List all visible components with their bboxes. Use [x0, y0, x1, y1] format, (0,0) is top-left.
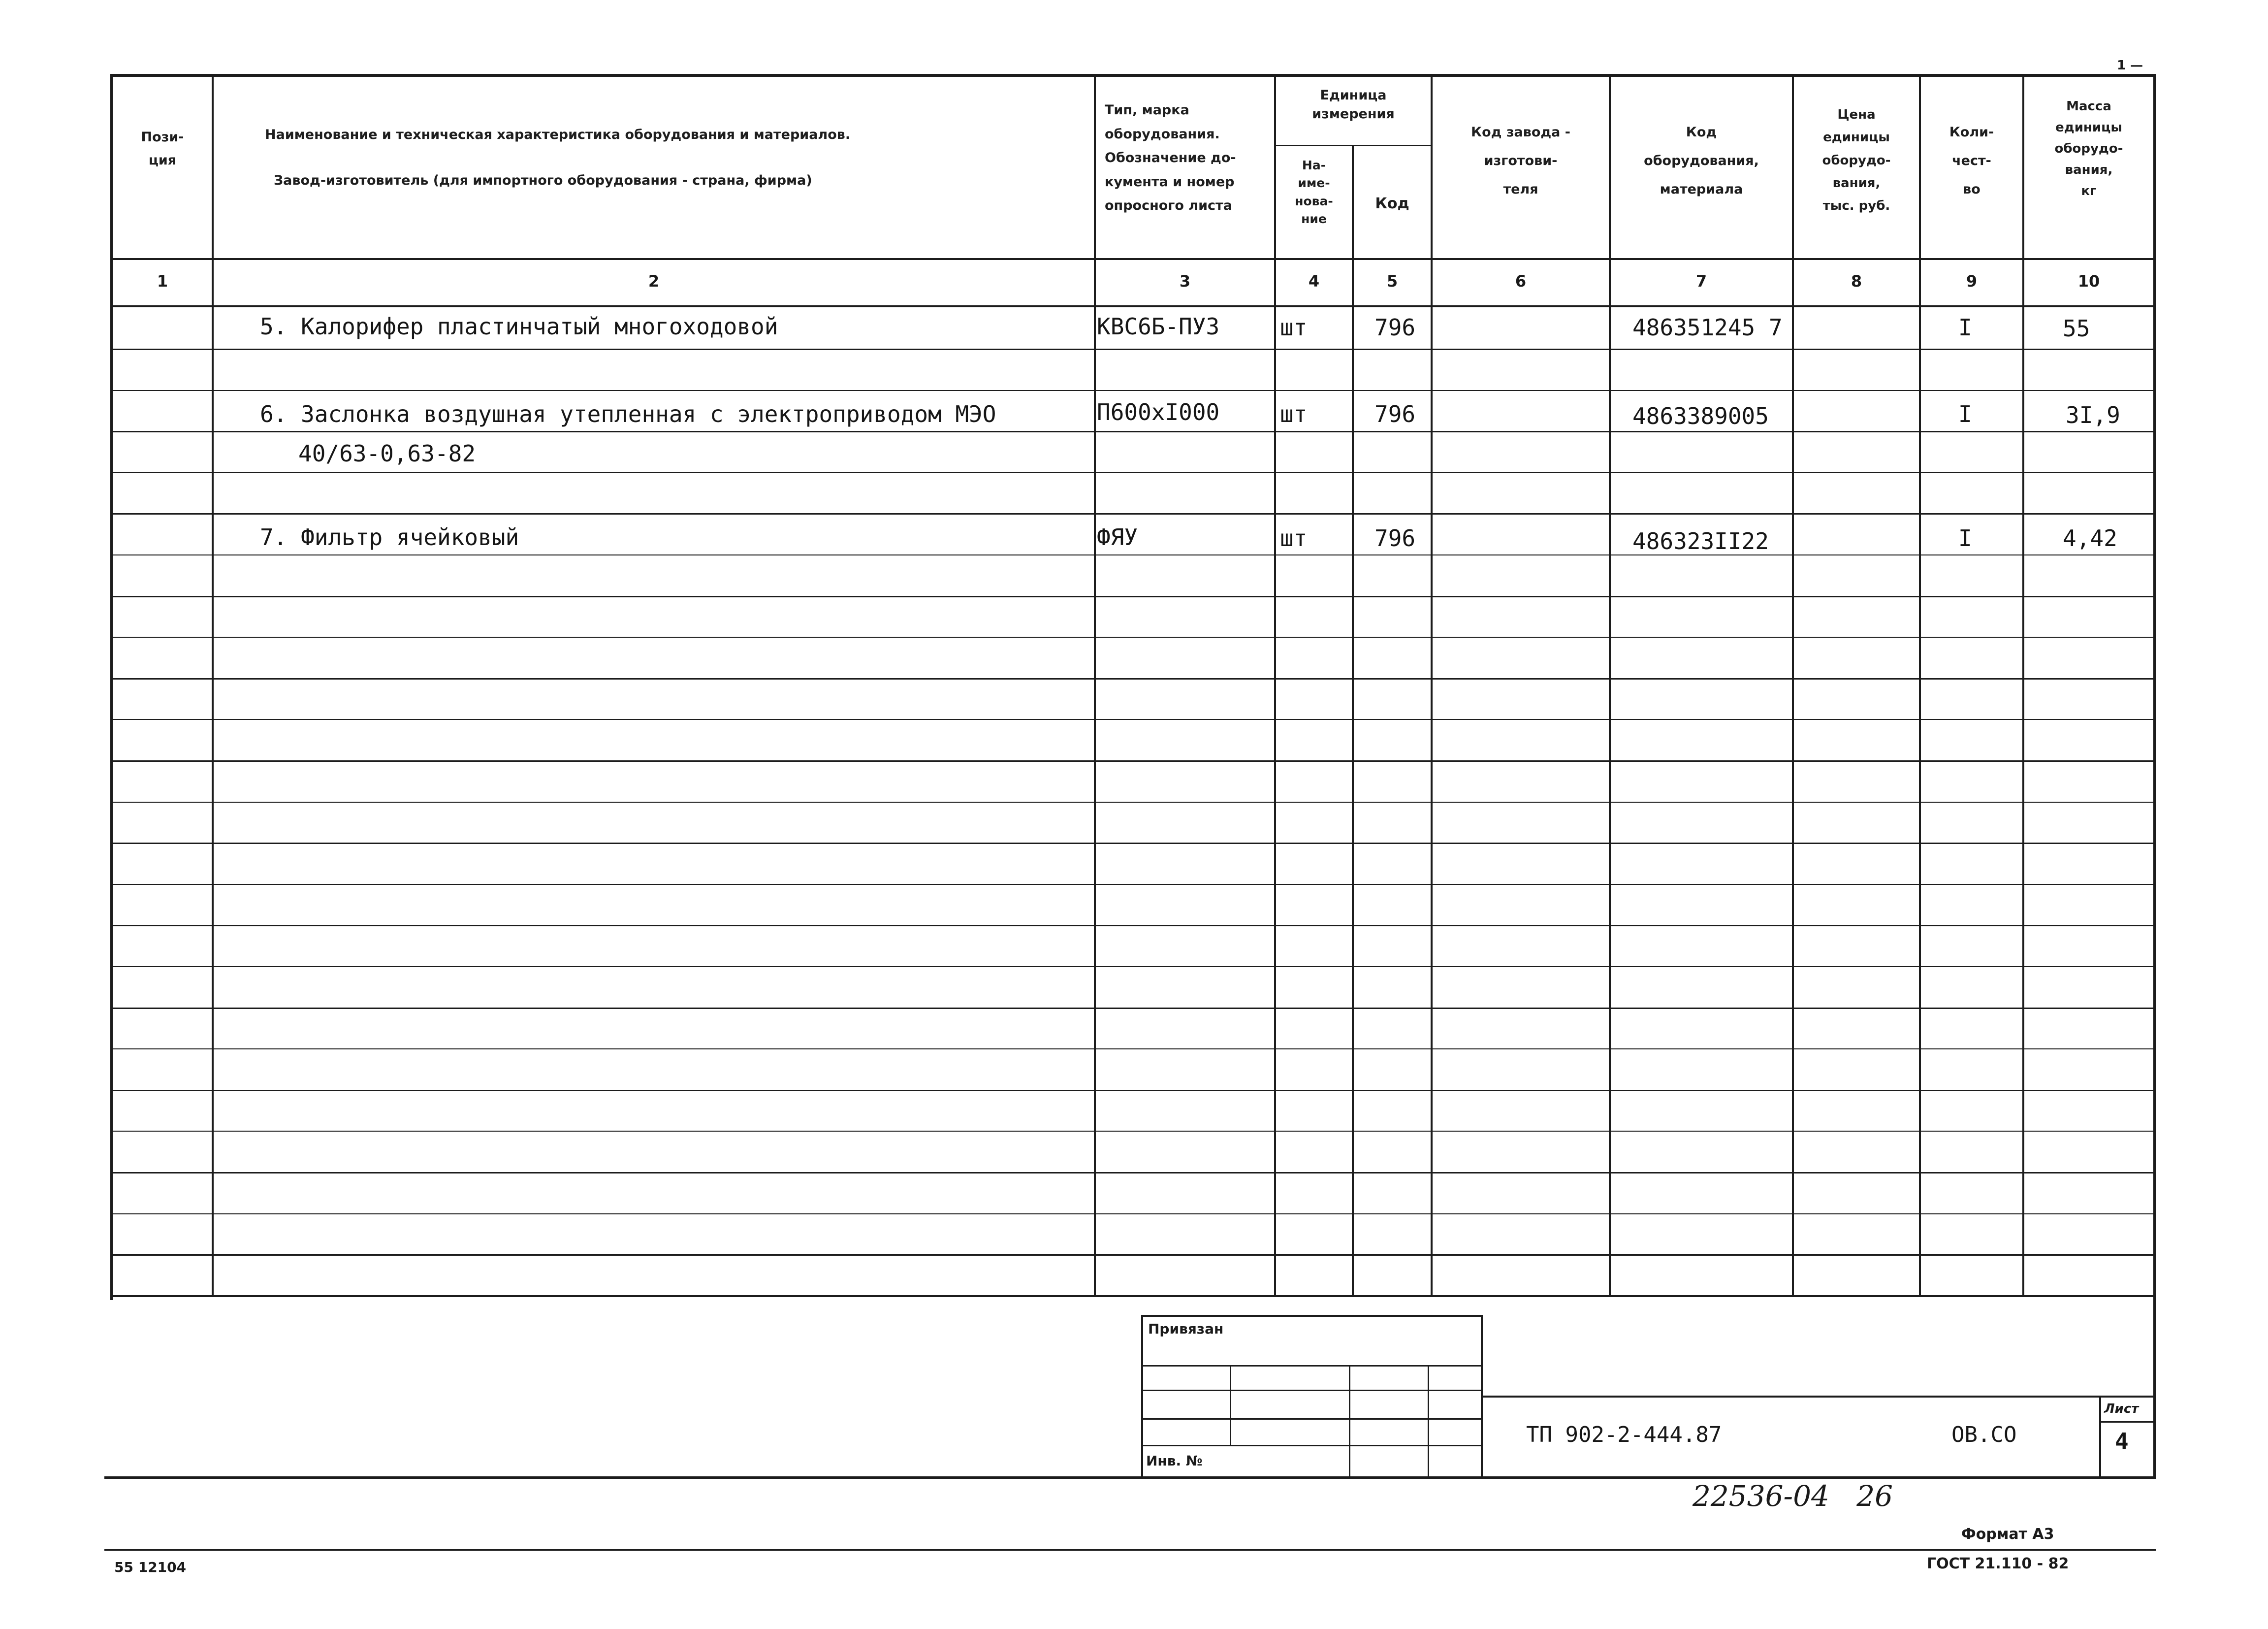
sheet-number: 4	[2115, 1428, 2129, 1455]
body-row-line	[110, 1172, 2155, 1173]
table-bottom-line	[110, 1295, 2155, 1297]
body-row-line	[110, 349, 2155, 350]
stamp-box-v3	[1428, 1365, 1429, 1478]
footer-left-code: 55 12104	[114, 1559, 187, 1575]
body-row-line	[110, 966, 2155, 967]
sheet-box-left	[2099, 1396, 2101, 1477]
colnum-10: 10	[2077, 272, 2100, 291]
body-row-line	[110, 678, 2155, 680]
body-row-line	[110, 431, 2155, 432]
body-row-line	[110, 925, 2155, 926]
document-code: ТП 902-2-444.87	[1526, 1422, 1722, 1447]
body-row-line	[110, 884, 2155, 885]
row7-unit: шт	[1280, 525, 1308, 552]
row5-quantity: I	[1958, 314, 1972, 341]
row5-type: КВС6Б-ПУЗ	[1097, 313, 1220, 340]
sheet-box-divider	[2099, 1421, 2153, 1423]
colnum-bottom-line	[110, 305, 2155, 307]
row6-name: 6. Заслонка воздушная утепленная с электроприводом МЭО	[260, 401, 996, 427]
body-row-line	[110, 390, 2155, 391]
header-name-line2: Завод-изготовитель (для импортного оборудования - страна, фирма)	[274, 173, 812, 188]
footer-gost: ГОСТ 21.110 - 82	[1927, 1555, 2069, 1572]
body-row-line	[110, 802, 2155, 803]
row5-unit: шт	[1280, 314, 1308, 341]
colnum-2: 2	[648, 272, 660, 291]
body-row-line	[110, 760, 2155, 762]
vline-c7	[1792, 74, 1794, 1296]
row7-equipment-code: 486323II22	[1632, 528, 1769, 554]
vline-c1	[212, 74, 214, 1296]
row7-name: 7. Фильтр ячейковый	[260, 524, 519, 551]
row6-unit-code: 796	[1374, 401, 1416, 427]
stamp-box-h2	[1141, 1390, 1483, 1391]
body-row-line	[110, 596, 2155, 597]
stamp-inv-no: Инв. №	[1146, 1453, 1203, 1469]
header-position: Пози- ция	[141, 130, 184, 168]
row6-type: П600хI000	[1097, 399, 1220, 425]
handwritten-number: 22536-04 26	[1693, 1479, 1893, 1513]
stamp-box-h3	[1141, 1418, 1483, 1420]
stamp-box-left	[1141, 1315, 1143, 1477]
row6-mass: 3I,9	[2066, 402, 2120, 428]
body-row-line	[110, 554, 2155, 555]
colnum-4: 4	[1308, 272, 1320, 291]
sheet-label: Лист	[2104, 1401, 2139, 1416]
colnum-1: 1	[157, 272, 168, 291]
colnum-9: 9	[1966, 272, 1978, 291]
body-row-line	[110, 1254, 2155, 1256]
row6-name-cont: 40/63-0,63-82	[298, 440, 476, 467]
body-row-line	[110, 1048, 2155, 1049]
frame-bottom	[104, 1476, 2156, 1479]
row7-mass: 4,42	[2063, 525, 2117, 552]
header-type: Тип, марка оборудования. Обозначение до- кумента и номер опросного листа	[1105, 102, 1236, 214]
stamp-box-v2	[1349, 1365, 1350, 1478]
header-name-line1: Наименование и техническая характеристика оборудования и материалов.	[265, 127, 851, 142]
row6-quantity: I	[1958, 401, 1972, 427]
row7-quantity: I	[1958, 525, 1972, 552]
header-unit-mass: Масса единицы оборудо- вания, кг	[2054, 99, 2123, 198]
vline-c2	[1094, 74, 1096, 1296]
stamp-box-h1	[1141, 1365, 1483, 1367]
footer-line	[104, 1549, 2156, 1551]
header-unit-name: На- име- нова- ние	[1295, 158, 1333, 226]
header-unit-code: Код	[1375, 195, 1409, 212]
vline-c9	[2022, 74, 2024, 1296]
footer-format: Формат А3	[1961, 1526, 2054, 1543]
header-quantity: Коли- чест- во	[1949, 125, 1994, 197]
colnum-6: 6	[1515, 272, 1527, 291]
body-row-line	[110, 1090, 2155, 1091]
colnum-7: 7	[1695, 272, 1707, 291]
colnum-3: 3	[1179, 272, 1191, 291]
frame-top	[110, 74, 2156, 77]
titleblock-top	[1483, 1396, 2155, 1398]
row6-unit: шт	[1280, 401, 1308, 427]
row6-equipment-code: 4863389005	[1632, 403, 1769, 429]
body-row-line	[110, 843, 2155, 844]
vline-c5	[1431, 74, 1433, 1296]
body-row-line	[110, 719, 2155, 720]
section-code: ОВ.СО	[1951, 1422, 2017, 1447]
body-row-line	[110, 1131, 2155, 1132]
vline-c3	[1274, 74, 1276, 1296]
row5-equipment-code: 486351245 7	[1632, 314, 1783, 341]
vline-c6	[1609, 74, 1611, 1296]
header-equipment-code: Код оборудования, материала	[1644, 125, 1759, 197]
header-unit-price: Цена единицы оборудо- вания, тыс. руб.	[1822, 107, 1891, 214]
vline-c8	[1919, 74, 1921, 1296]
row7-type: ФЯУ	[1097, 524, 1138, 551]
colnum-5: 5	[1386, 272, 1398, 291]
body-row-line	[110, 637, 2155, 638]
header-sub-line	[1274, 145, 1432, 146]
body-row-line	[110, 513, 2155, 515]
stamp-box-top	[1141, 1315, 1483, 1317]
frame-right	[2153, 74, 2156, 1478]
body-row-line	[110, 1008, 2155, 1009]
vline-c4	[1352, 146, 1354, 1296]
body-row-line	[110, 472, 2155, 473]
row5-unit-code: 796	[1374, 314, 1416, 341]
header-bottom-line	[110, 258, 2155, 260]
stamp-privyazan: Привязан	[1148, 1321, 1224, 1337]
row5-mass: 55	[2063, 315, 2090, 342]
colnum-8: 8	[1851, 272, 1862, 291]
body-row-line	[110, 1213, 2155, 1214]
stamp-box-v1	[1230, 1365, 1231, 1445]
header-factory-code: Код завода - изготови- теля	[1471, 125, 1570, 197]
stamp-box-h4	[1141, 1445, 1483, 1446]
header-unit-group: Единица измерения	[1312, 88, 1395, 122]
row5-name: 5. Калорифер пластинчатый многоходовой	[260, 313, 778, 340]
corner-mark: 1 —	[2117, 58, 2143, 73]
row7-unit-code: 796	[1374, 525, 1416, 552]
